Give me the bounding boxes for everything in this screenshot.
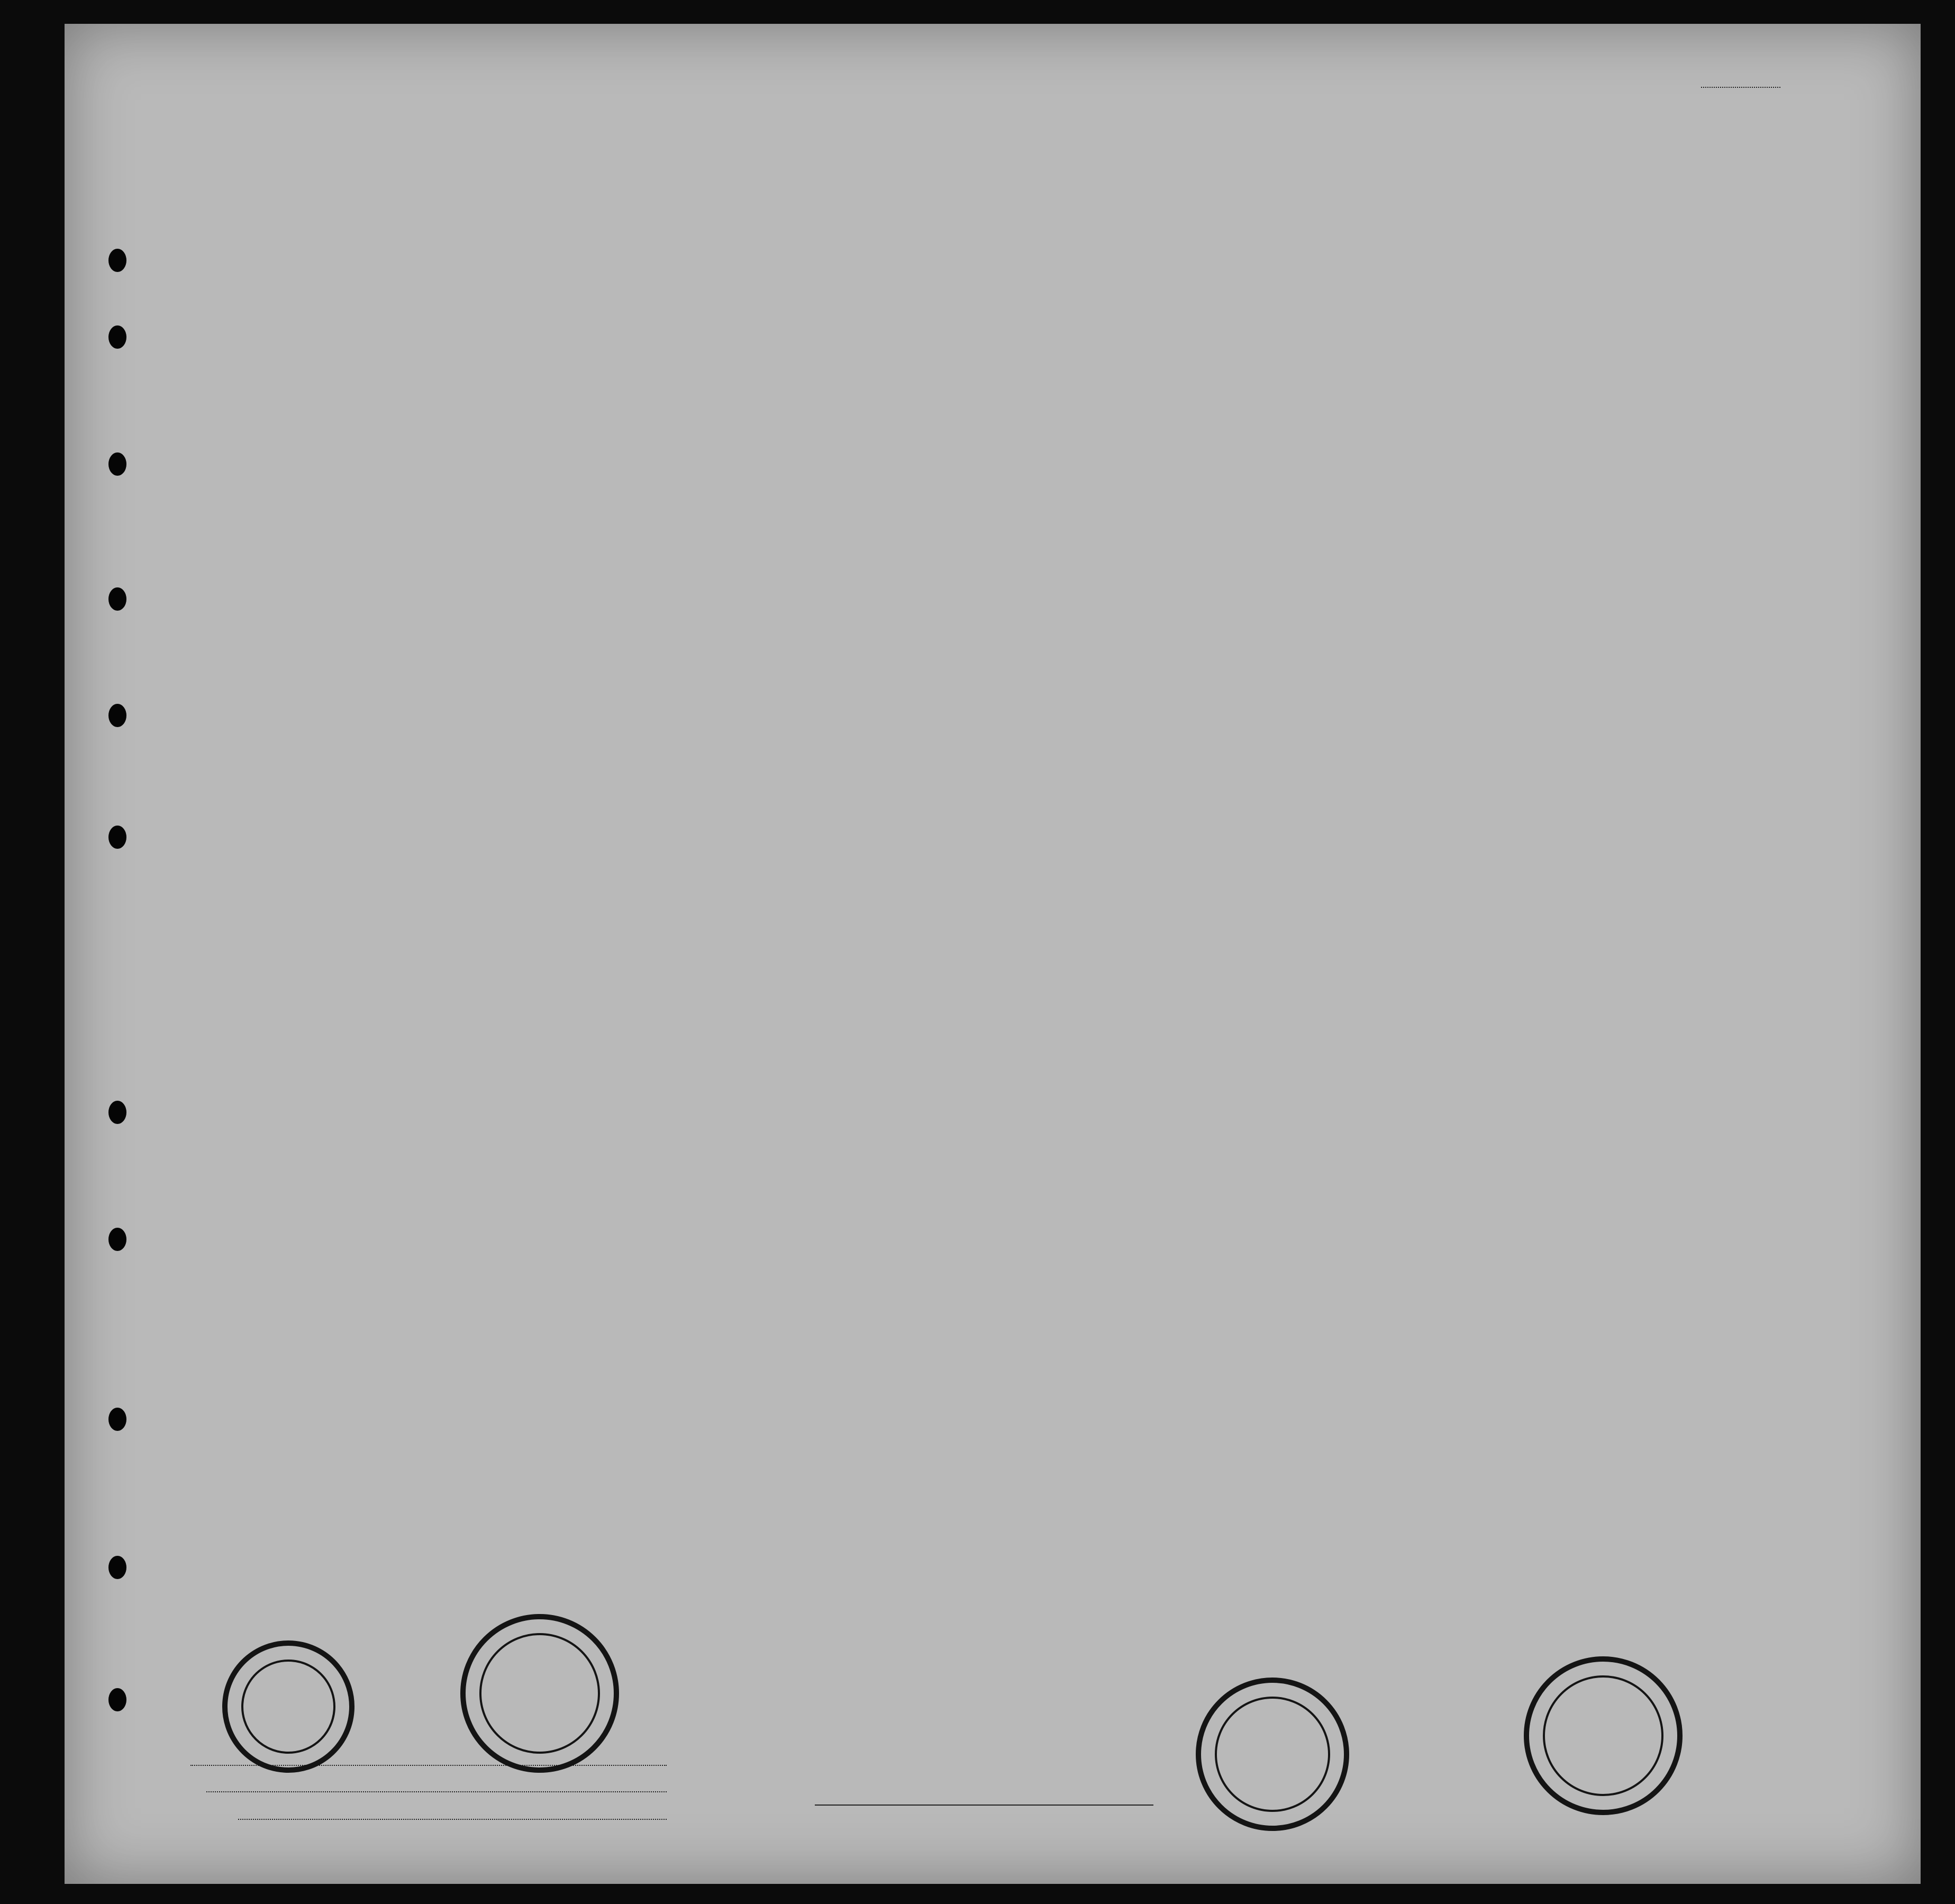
stamp-port-of-cristobal-2 xyxy=(1196,1678,1349,1831)
stamp-port-of-balboa-2 xyxy=(1524,1656,1683,1815)
stamp-port-of-cristobal xyxy=(460,1614,619,1773)
